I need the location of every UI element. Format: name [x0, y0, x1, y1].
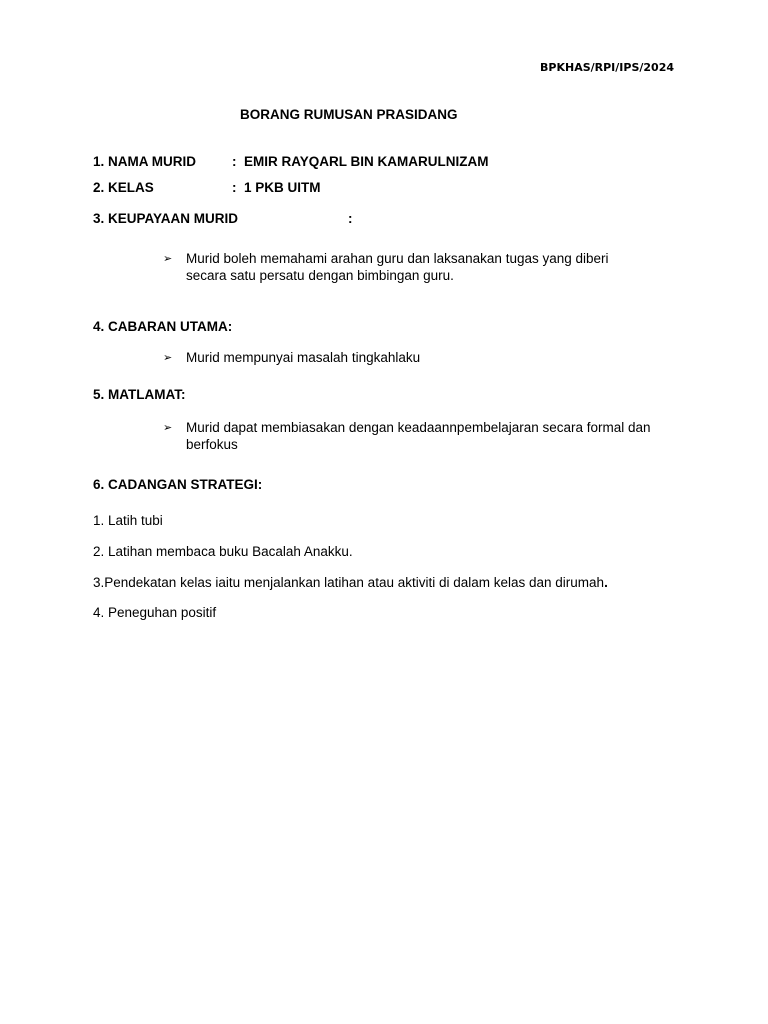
- reference-code: BPKHAS/RPI/IPS/2024: [540, 61, 674, 74]
- arrow-bullet-icon: ➢: [163, 421, 173, 434]
- bullet-text-line2: secara satu persatu dengan bimbingan guru.: [186, 268, 454, 283]
- field-nama-murid: [93, 154, 489, 169]
- field-kelas: [93, 180, 321, 195]
- page-title: BORANG RUMUSAN PRASIDANG: [240, 107, 458, 122]
- bullet-text-line1: Murid mempunyai masalah tingkahlaku: [186, 350, 421, 365]
- cabaran-bullet: [163, 349, 683, 367]
- field-label: 1. NAMA MURID: [93, 154, 196, 169]
- strategy-item-4: 4. Peneguhan positif: [93, 605, 217, 620]
- strategy-item-3: [93, 575, 608, 590]
- field-colon: :: [232, 154, 237, 169]
- arrow-bullet-icon: ➢: [163, 351, 173, 364]
- keupayaan-bullet: [163, 250, 683, 286]
- field-label: 2. KELAS: [93, 180, 154, 195]
- bullet-text-line1: Murid dapat membiasakan dengan keadaannpembelajaran secara formal dan: [186, 420, 651, 435]
- field-keupayaan-murid: [93, 211, 353, 226]
- strategy-item-1: 1. Latih tubi: [93, 513, 163, 528]
- field-colon: :: [232, 180, 237, 195]
- section-heading-strategi: 6. CADANGAN STRATEGI:: [93, 477, 263, 492]
- section-heading-matlamat: 5. MATLAMAT:: [93, 387, 186, 402]
- field-colon: :: [348, 211, 353, 226]
- strategy-item-3-text: 3.Pendekatan kelas iaitu menjalankan latihan atau aktiviti di dalam kelas dan dirumah: [93, 575, 605, 590]
- field-label: 3. KEUPAYAAN MURID: [93, 211, 239, 226]
- bullet-text-line1: Murid boleh memahami arahan guru dan laksanakan tugas yang diberi: [186, 251, 609, 266]
- bullet-text-line2: berfokus: [186, 437, 238, 452]
- strategy-item-3-period: .: [604, 575, 608, 590]
- matlamat-bullet: [163, 419, 683, 455]
- field-value: EMIR RAYQARL BIN KAMARULNIZAM: [244, 154, 489, 169]
- section-heading-cabaran: 4. CABARAN UTAMA:: [93, 319, 233, 334]
- strategy-item-2: 2. Latihan membaca buku Bacalah Anakku.: [93, 544, 353, 559]
- field-value: 1 PKB UITM: [244, 180, 321, 195]
- arrow-bullet-icon: ➢: [163, 252, 173, 265]
